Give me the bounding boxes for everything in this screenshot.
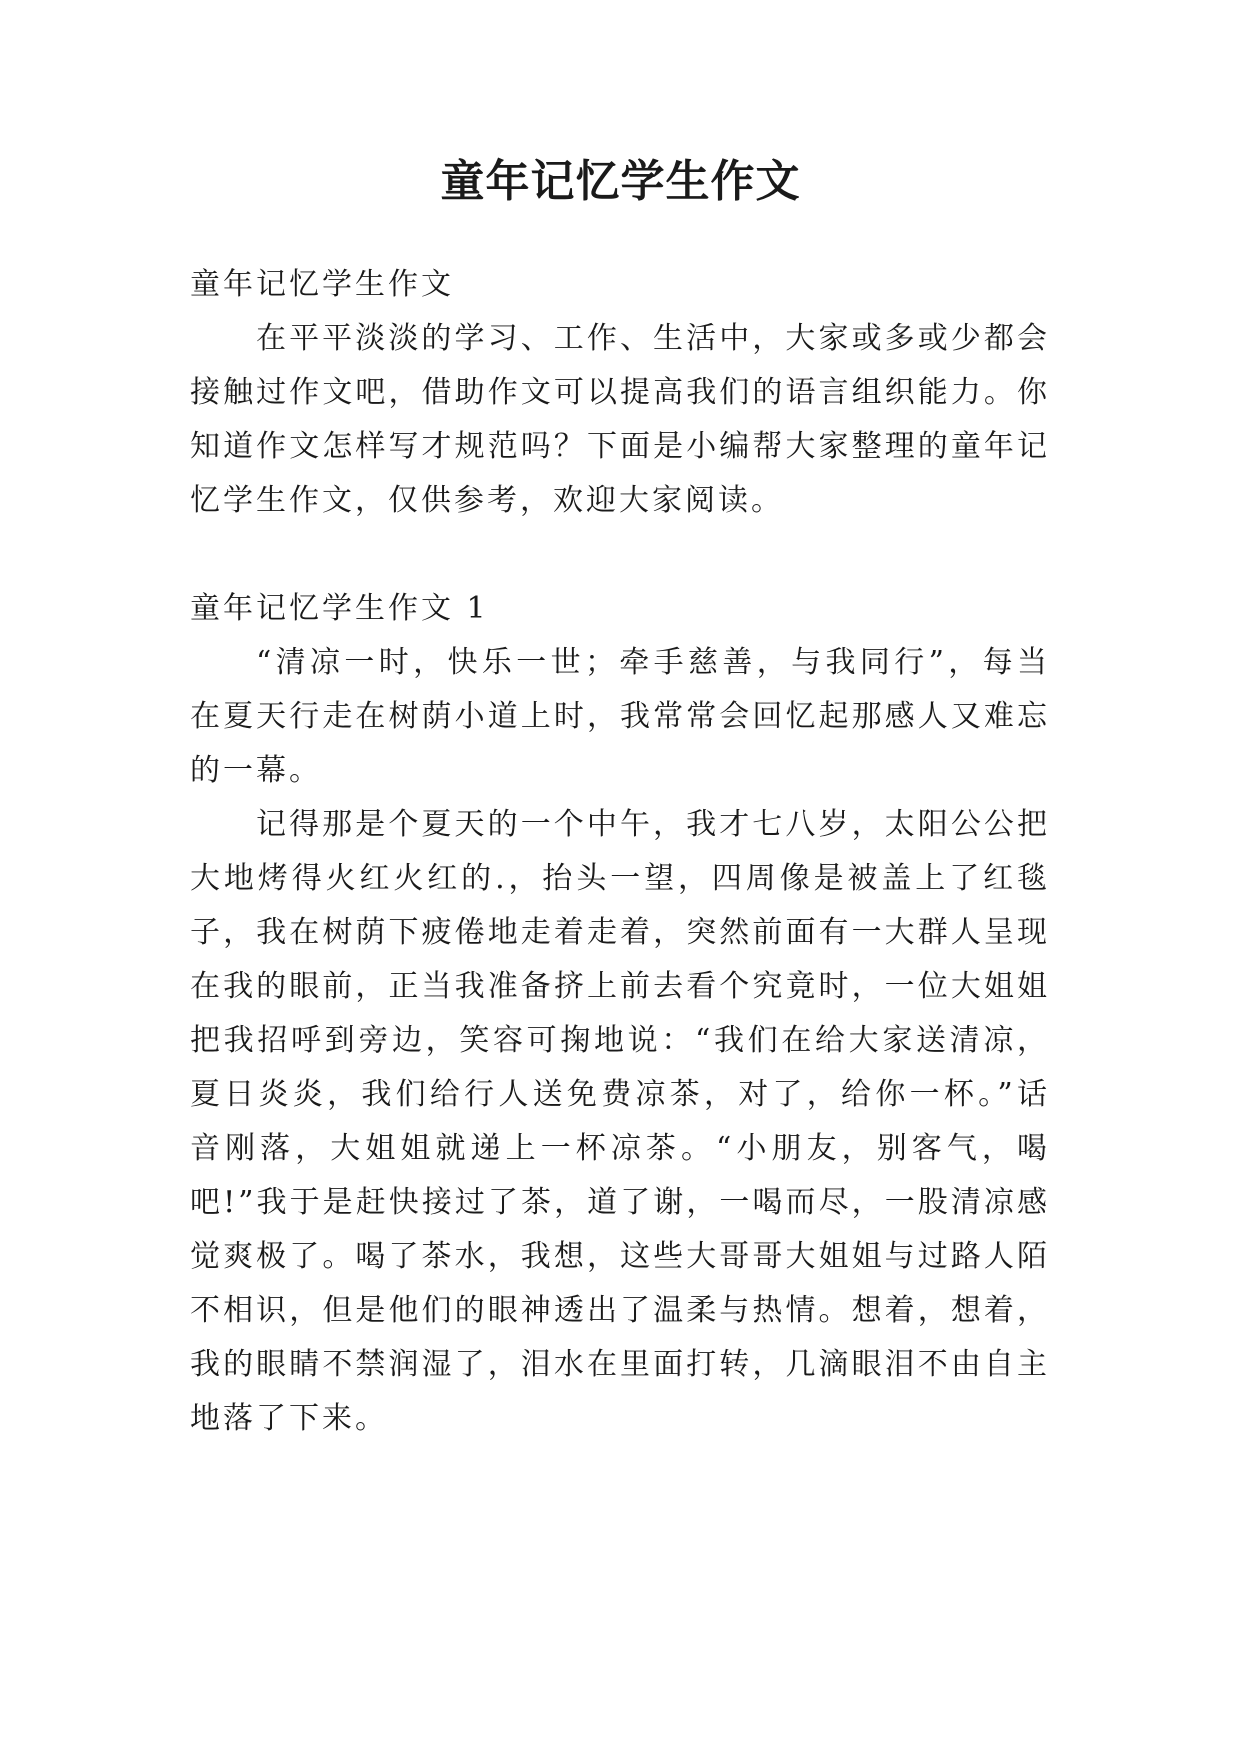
section1-paragraph-2: 记得那是个夏天的一个中午，我才七八岁，太阳公公把大地烤得火红火红的.，抬头一望，四周像是被盖上了红毯子，我在树荫下疲倦地走着走着，突然前面有一大群人呈现在我的眼前，正当我准备挤上前去看个究竟时，一位大姐姐把我招呼到旁边，笑容可掬地说：“我们在给大家送清凉，夏日炎炎，我们给行人送免费凉茶，对了，给你一杯。”话音刚落，大姐姐就递上一杯凉茶。“小朋友，别客气，喝吧!”我于是赶快接过了茶，道了谢，一喝而尽，一股清凉感觉爽极了。喝了茶水，我想，这些大哥哥大姐姐与过路人陌不相识，但是他们的眼神透出了温柔与热情。想着，想着，我的眼睛不禁润湿了，泪水在里面打转，几滴眼泪不由自主地落了下来。 [190,807,1050,1436]
section1-paragraph-1: “清凉一时，快乐一世；牵手慈善，与我同行”，每当在夏天行走在树荫小道上时，我常常会回忆起那感人又难忘的一幕。 [190,645,1050,788]
intro-paragraph: 在平平淡淡的学习、工作、生活中，大家或多或少都会接触过作文吧，借助作文可以提高我们的语言组织能力。你知道作文怎样写才规范吗？下面是小编帮大家整理的童年记忆学生作文，仅供参考，欢迎大家阅读。 [190,321,1050,518]
section-heading-1: 童年记忆学生作文 1 [190,591,489,626]
document-title: 童年记忆学生作文 [440,156,801,207]
intro-heading: 童年记忆学生作文 [190,267,454,302]
